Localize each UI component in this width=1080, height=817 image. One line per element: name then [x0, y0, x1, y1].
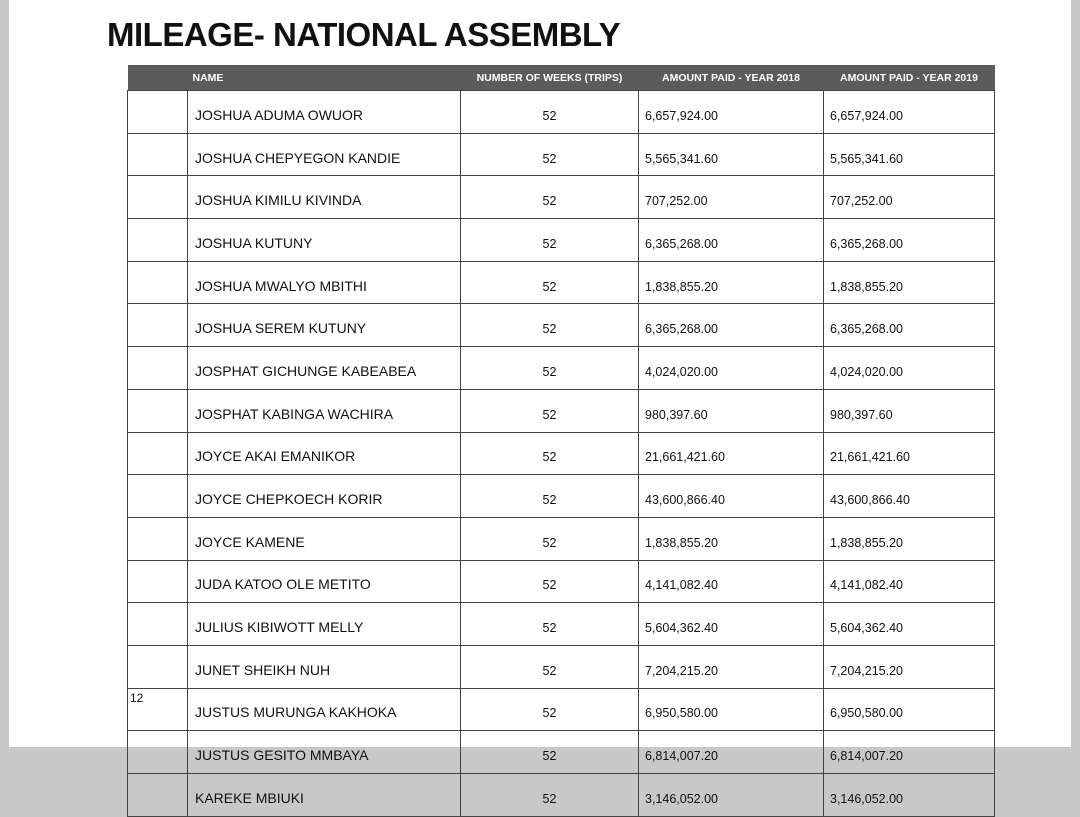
member-name-cell: JOSHUA MWALYO MBITHI	[188, 261, 461, 304]
amount-2019-cell: 6,657,924.00	[824, 91, 995, 134]
weeks-cell: 52	[461, 645, 639, 688]
row-index-cell	[128, 261, 188, 304]
amount-2019-cell: 6,950,580.00	[824, 688, 995, 731]
amount-2019-cell: 1,838,855.20	[824, 261, 995, 304]
header-amount-2019: AMOUNT PAID - YEAR 2019	[824, 65, 995, 91]
weeks-cell: 52	[461, 603, 639, 646]
weeks-cell: 52	[461, 304, 639, 347]
amount-2018-cell: 6,365,268.00	[639, 219, 824, 262]
row-index-cell	[128, 731, 188, 774]
amount-2018-cell: 1,838,855.20	[639, 517, 824, 560]
header-index	[128, 65, 188, 91]
amount-2018-cell: 7,204,215.20	[639, 645, 824, 688]
mileage-table	[127, 65, 995, 817]
amount-2019-cell: 7,204,215.20	[824, 645, 995, 688]
row-index-cell	[128, 91, 188, 134]
row-index-cell	[128, 517, 188, 560]
table-body	[128, 91, 995, 817]
table-row	[128, 603, 995, 646]
amount-2019-cell: 980,397.60	[824, 389, 995, 432]
weeks-cell: 52	[461, 389, 639, 432]
amount-2018-cell: 6,657,924.00	[639, 91, 824, 134]
amount-2019-cell: 5,604,362.40	[824, 603, 995, 646]
amount-2019-cell: 1,838,855.20	[824, 517, 995, 560]
amount-2018-cell: 5,565,341.60	[639, 133, 824, 176]
amount-2019-cell: 6,365,268.00	[824, 219, 995, 262]
table-row	[128, 219, 995, 262]
header-weeks: NUMBER OF WEEKS (TRIPS)	[461, 65, 639, 91]
member-name-cell: JOYCE KAMENE	[188, 517, 461, 560]
amount-2018-cell: 3,146,052.00	[639, 774, 824, 817]
row-index-cell	[128, 304, 188, 347]
row-index-cell	[128, 645, 188, 688]
table-row	[128, 176, 995, 219]
amount-2019-cell: 707,252.00	[824, 176, 995, 219]
amount-2019-cell: 4,024,020.00	[824, 347, 995, 390]
page-title: MILEAGE- NATIONAL ASSEMBLY	[107, 16, 621, 53]
weeks-cell: 52	[461, 91, 639, 134]
table-header	[128, 65, 995, 91]
weeks-cell: 52	[461, 261, 639, 304]
row-index-cell	[128, 347, 188, 390]
row-index-cell	[128, 389, 188, 432]
row-index-cell	[128, 176, 188, 219]
member-name-cell: JUNET SHEIKH NUH	[188, 645, 461, 688]
weeks-cell: 52	[461, 688, 639, 731]
row-index-cell	[128, 603, 188, 646]
header-name: NAME	[188, 65, 461, 91]
member-name-cell: JUSTUS MURUNGA KAKHOKA	[188, 688, 461, 731]
weeks-cell: 52	[461, 347, 639, 390]
table-row	[128, 731, 995, 774]
weeks-cell: 52	[461, 731, 639, 774]
row-index-cell	[128, 432, 188, 475]
weeks-cell: 52	[461, 560, 639, 603]
weeks-cell: 52	[461, 133, 639, 176]
amount-2018-cell: 1,838,855.20	[639, 261, 824, 304]
amount-2018-cell: 4,024,020.00	[639, 347, 824, 390]
header-row	[128, 65, 995, 91]
row-index-cell	[128, 219, 188, 262]
amount-2019-cell: 4,141,082.40	[824, 560, 995, 603]
page-number: 12	[130, 691, 144, 705]
table-row	[128, 475, 995, 518]
table-row	[128, 688, 995, 731]
table-row	[128, 91, 995, 134]
amount-2019-cell: 5,565,341.60	[824, 133, 995, 176]
member-name-cell: JOSPHAT KABINGA WACHIRA	[188, 389, 461, 432]
amount-2019-cell: 6,814,007.20	[824, 731, 995, 774]
table-row	[128, 774, 995, 817]
row-index-cell	[128, 560, 188, 603]
amount-2019-cell: 3,146,052.00	[824, 774, 995, 817]
table-row	[128, 560, 995, 603]
header-amount-2018: AMOUNT PAID - YEAR 2018	[639, 65, 824, 91]
member-name-cell: JOSHUA ADUMA OWUOR	[188, 91, 461, 134]
amount-2018-cell: 4,141,082.40	[639, 560, 824, 603]
amount-2018-cell: 21,661,421.60	[639, 432, 824, 475]
amount-2018-cell: 6,814,007.20	[639, 731, 824, 774]
member-name-cell: JULIUS KIBIWOTT MELLY	[188, 603, 461, 646]
amount-2019-cell: 6,365,268.00	[824, 304, 995, 347]
member-name-cell: KAREKE MBIUKI	[188, 774, 461, 817]
amount-2019-cell: 43,600,866.40	[824, 475, 995, 518]
amount-2018-cell: 6,365,268.00	[639, 304, 824, 347]
table-row	[128, 645, 995, 688]
member-name-cell: JOSHUA KUTUNY	[188, 219, 461, 262]
table-row	[128, 432, 995, 475]
member-name-cell: JUDA KATOO OLE METITO	[188, 560, 461, 603]
member-name-cell: JOSHUA SEREM KUTUNY	[188, 304, 461, 347]
weeks-cell: 52	[461, 432, 639, 475]
table-row	[128, 261, 995, 304]
amount-2018-cell: 6,950,580.00	[639, 688, 824, 731]
row-index-cell	[128, 774, 188, 817]
row-index-cell	[128, 475, 188, 518]
member-name-cell: JOYCE CHEPKOECH KORIR	[188, 475, 461, 518]
weeks-cell: 52	[461, 475, 639, 518]
row-index-cell	[128, 133, 188, 176]
member-name-cell: JOSHUA KIMILU KIVINDA	[188, 176, 461, 219]
member-name-cell: JUSTUS GESITO MMBAYA	[188, 731, 461, 774]
weeks-cell: 52	[461, 176, 639, 219]
table-row	[128, 347, 995, 390]
weeks-cell: 52	[461, 774, 639, 817]
weeks-cell: 52	[461, 517, 639, 560]
amount-2018-cell: 43,600,866.40	[639, 475, 824, 518]
amount-2019-cell: 21,661,421.60	[824, 432, 995, 475]
member-name-cell: JOYCE AKAI EMANIKOR	[188, 432, 461, 475]
amount-2018-cell: 707,252.00	[639, 176, 824, 219]
table-row	[128, 389, 995, 432]
table-row	[128, 304, 995, 347]
amount-2018-cell: 980,397.60	[639, 389, 824, 432]
member-name-cell: JOSHUA CHEPYEGON KANDIE	[188, 133, 461, 176]
member-name-cell: JOSPHAT GICHUNGE KABEABEA	[188, 347, 461, 390]
weeks-cell: 52	[461, 219, 639, 262]
amount-2018-cell: 5,604,362.40	[639, 603, 824, 646]
document-page	[9, 0, 1071, 806]
table-row	[128, 133, 995, 176]
table-row	[128, 517, 995, 560]
